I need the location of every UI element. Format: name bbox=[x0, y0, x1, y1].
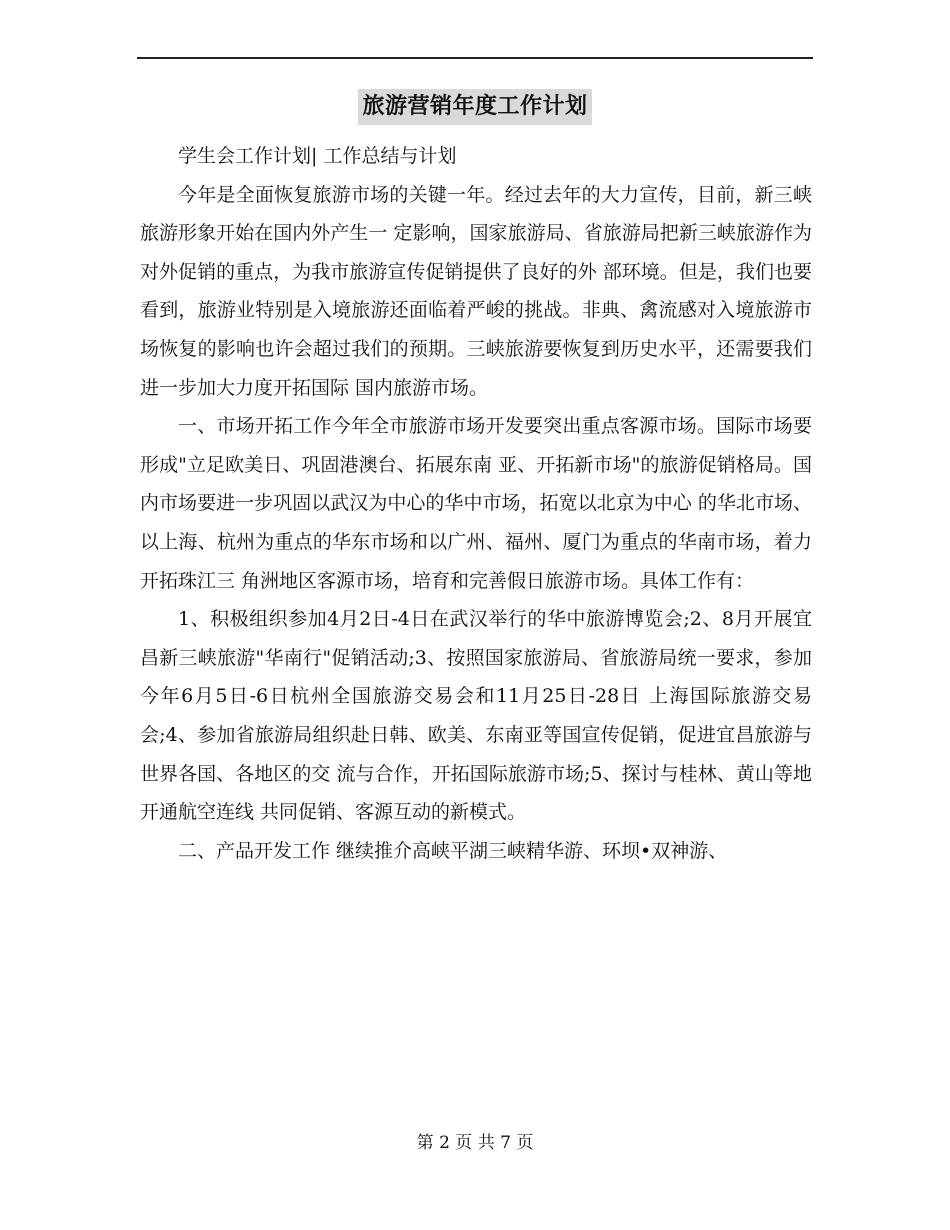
paragraph-category: 学生会工作计划| 工作总结与计划 bbox=[178, 145, 457, 167]
paragraph-product-development: 二、产品开发工作 继续推介高峡平湖三峡精华游、环坝•双神游、 bbox=[178, 839, 728, 862]
document-body bbox=[140, 137, 812, 870]
page-footer bbox=[0, 1131, 950, 1155]
title-container bbox=[0, 89, 950, 125]
header-rule bbox=[137, 57, 813, 59]
paragraph-market-development: 一、市场开拓工作今年全市旅游市场开发要突出重点客源市场。国际市场要形成"立足欧美日、巩固港澳台、拓展东南 亚、开拓新市场"的旅游促销格局。国内市场要进一步巩固以武汉为中心的华中市场，拓宽以北京为中心 的华北市场、以上海、杭州为重点的华东市场和以广州、福州、厦门为重点的华南市场，着力开拓珠江三 角洲地区客源市场，培育和完善假日旅游市场。具体工作有： bbox=[140, 415, 812, 592]
document-title: 旅游营销年度工作计划 bbox=[358, 89, 591, 125]
paragraph-specific-tasks: 1、积极组织参加4月2日-4日在武汉举行的华中旅游博览会;2、8月开展宜昌新三峡旅游"华南行"促销活动;3、按照国家旅游局、省旅游局统一要求，参加今年6月5日-6日杭州全国旅游交易会和11月25日-28日 上海国际旅游交易会;4、参加省旅游局组织赴日韩、欧美、东南亚等国宣传促销，促进宜昌旅游与世界各国、各地区的交 流与合作，开拓国际旅游市场;5、探讨与桂林、黄山等地开通航空连线 共同促销、客源互动的新模式。 bbox=[140, 608, 812, 824]
page-number: 第 2 页 共 7 页 bbox=[416, 1133, 534, 1153]
paragraph-intro: 今年是全面恢复旅游市场的关键一年。经过去年的大力宣传，目前，新三峡旅游形象开始在国内外产生一 定影响，国家旅游局、省旅游局把新三峡旅游作为对外促销的重点，为我市旅游宣传促销提供了良好的外 部环境。但是，我们也要看到，旅游业特别是入境旅游还面临着严峻的挑战。非典、禽流感对入境旅游市 场恢复的影响也许会超过我们的预期。三峡旅游要恢复到历史水平，还需要我们进一步加大力度开拓国际 国内旅游市场。 bbox=[140, 183, 812, 399]
